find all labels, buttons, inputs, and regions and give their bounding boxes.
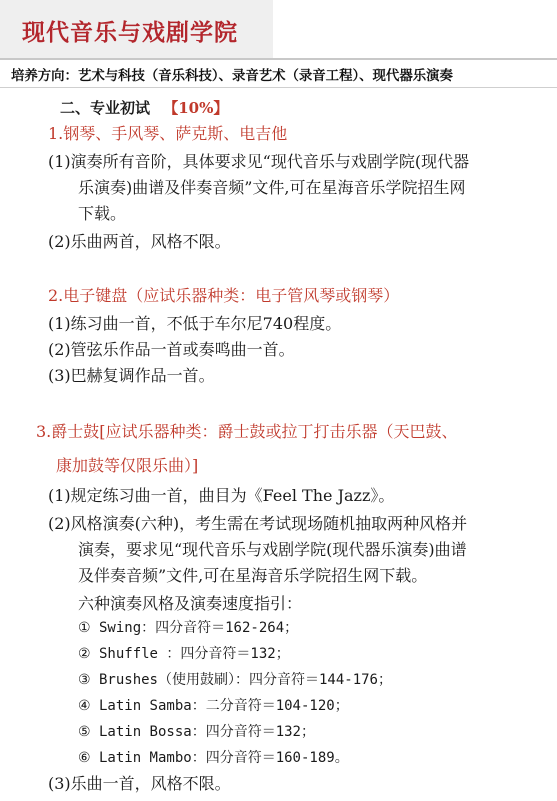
- section-title-text: 二、专业初试: [60, 99, 151, 117]
- block-2-line: (1)练习曲一首，不低于车尔尼740程度。: [48, 314, 342, 333]
- training-direction: 培养方向：艺术与科技（音乐科技）、录音艺术（录音工程）、现代器乐演奏: [11, 68, 453, 84]
- block-3-heading: 3.爵士鼓[应试乐器种类：爵士鼓或拉丁打击乐器（天巴鼓、: [36, 422, 458, 441]
- style-item: ② Shuffle ：四分音符＝132；: [78, 646, 290, 662]
- block-1-line: (2)乐曲两首，风格不限。: [48, 232, 231, 251]
- block-3-line: (2)风格演奏(六种)，考生需在考试现场随机抽取两种风格并: [48, 514, 468, 533]
- block-2-heading: 2.电子键盘（应试乐器种类：电子管风琴或钢琴）: [48, 286, 400, 305]
- block-1-heading: 1.钢琴、手风琴、萨克斯、电吉他: [48, 124, 288, 143]
- style-item: ④ Latin Samba：二分音符＝104-120；: [78, 698, 349, 714]
- direction-divider: [0, 87, 557, 88]
- style-item: ③ Brushes（使用鼓刷）：四分音符＝144-176；: [78, 672, 392, 688]
- style-item: ⑤ Latin Bossa：四分音符＝132；: [78, 724, 315, 740]
- section-title: [60, 98, 228, 118]
- block-3-heading: 康加鼓等仅限乐曲）]: [56, 456, 199, 475]
- block-1-line: (1)演奏所有音阶，具体要求见“现代音乐与戏剧学院(现代器: [48, 152, 470, 171]
- page-title: 现代音乐与戏剧学院: [22, 19, 238, 46]
- block-1-line: 乐演奏)曲谱及伴奏音频”文件,可在星海音乐学院招生网: [78, 178, 466, 197]
- style-item: ⑥ Latin Mambo：四分音符＝160-189。: [78, 750, 349, 766]
- section-weight: 【10%】: [163, 99, 229, 117]
- block-1-line: 下载。: [78, 204, 127, 223]
- block-3-line: 六种演奏风格及演奏速度指引：: [78, 594, 303, 613]
- block-3-line: 演奏，要求见“现代音乐与戏剧学院(现代器乐演奏)曲谱: [78, 540, 467, 559]
- block-3-line: (3)乐曲一首，风格不限。: [48, 774, 231, 793]
- block-2-line: (2)管弦乐作品一首或奏鸣曲一首。: [48, 340, 295, 359]
- style-item: ① Swing：四分音符＝162-264；: [78, 620, 299, 636]
- block-3-line: 及伴奏音频”文件,可在星海音乐学院招生网下载。: [78, 566, 428, 585]
- header-divider: [0, 58, 557, 60]
- block-2-line: (3)巴赫复调作品一首。: [48, 366, 215, 385]
- block-3-line: (1)规定练习曲一首，曲目为《Feel The Jazz》。: [48, 486, 395, 505]
